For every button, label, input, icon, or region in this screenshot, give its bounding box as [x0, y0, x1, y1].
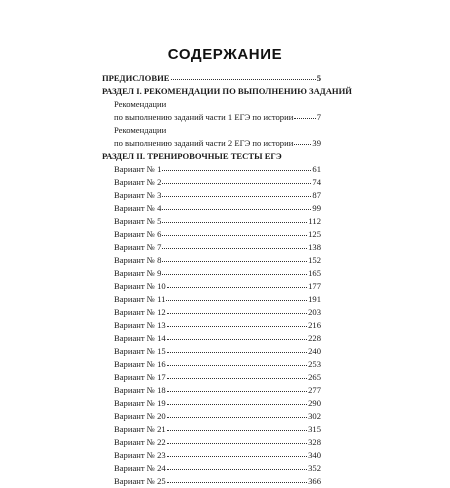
- dot-leader: [162, 201, 311, 210]
- page-title: СОДЕРЖАНИЕ: [167, 46, 283, 63]
- toc-page-number: 366: [308, 476, 321, 486]
- toc-entry-label: Вариант № 8: [114, 255, 162, 265]
- toc-page-number: 253: [308, 359, 321, 369]
- dot-leader: [167, 318, 307, 327]
- toc-entry-part1[interactable]: [102, 111, 321, 124]
- toc-entry-label: по выполнению заданий части 2 ЕГЭ по истории: [114, 138, 294, 148]
- toc-page-number: 315: [308, 424, 321, 434]
- toc-page-number: 302: [308, 411, 321, 421]
- toc-entry-label: Вариант № 7: [114, 242, 162, 252]
- dot-leader: [171, 71, 316, 80]
- dot-leader: [167, 396, 307, 405]
- toc-entry-label: Вариант № 17: [114, 372, 166, 382]
- toc-entry-label: Вариант № 22: [114, 437, 166, 447]
- toc-page-number: 61: [312, 164, 321, 174]
- dot-leader: [167, 383, 307, 392]
- dot-leader: [167, 474, 307, 483]
- toc-page-number: 138: [308, 242, 321, 252]
- toc-page-number: 39: [312, 138, 321, 148]
- toc-entry-preface[interactable]: [102, 72, 321, 85]
- toc-entry-label: Рекомендации: [114, 125, 167, 135]
- toc-page-number: 87: [312, 190, 321, 200]
- dot-leader: [294, 110, 315, 119]
- toc-page-number: 74: [312, 177, 321, 187]
- toc-entry-label: Вариант № 9: [114, 268, 162, 278]
- dot-leader: [167, 305, 307, 314]
- toc-page-number: 191: [308, 294, 321, 304]
- toc-page-number: 340: [308, 450, 321, 460]
- dot-leader: [166, 292, 307, 301]
- toc-entry-label: Вариант № 21: [114, 424, 166, 434]
- toc-page-number: 99: [312, 203, 321, 213]
- dot-leader: [162, 214, 307, 223]
- dot-leader: [167, 370, 307, 379]
- dot-leader: [162, 175, 311, 184]
- dot-leader: [167, 448, 307, 457]
- toc-entry-label: Вариант № 5: [114, 216, 162, 226]
- dot-leader: [162, 253, 307, 262]
- section-heading: РАЗДЕЛ II. ТРЕНИРОВОЧНЫЕ ТЕСТЫ ЕГЭ: [102, 151, 282, 161]
- dot-leader: [162, 266, 307, 275]
- toc-page-number: 328: [308, 437, 321, 447]
- toc-page-number: 277: [308, 385, 321, 395]
- toc-entry-label: Рекомендации: [114, 99, 167, 109]
- dot-leader: [167, 279, 307, 288]
- toc-entry-label: Вариант № 19: [114, 398, 166, 408]
- dot-leader: [162, 188, 311, 197]
- toc-entry-label: Вариант № 16: [114, 359, 166, 369]
- toc-entry-part2[interactable]: [102, 137, 321, 150]
- toc-entry-label: Вариант № 14: [114, 333, 166, 343]
- toc-entry-label: Вариант № 12: [114, 307, 166, 317]
- toc-page-number: 125: [308, 229, 321, 239]
- toc-entry-label: Вариант № 1: [114, 164, 162, 174]
- section-heading: РАЗДЕЛ I. РЕКОМЕНДАЦИИ ПО ВЫПОЛНЕНИЮ ЗАДАНИЙ: [102, 86, 352, 96]
- toc-entry-label: Вариант № 6: [114, 229, 162, 239]
- toc-page-number: 228: [308, 333, 321, 343]
- toc-entry-label: Вариант № 13: [114, 320, 166, 330]
- toc-entry-label: по выполнению заданий части 1 ЕГЭ по истории: [114, 112, 294, 122]
- dot-leader: [167, 344, 307, 353]
- dot-leader: [167, 461, 307, 470]
- dot-leader: [162, 227, 307, 236]
- variant-list: [114, 163, 321, 488]
- toc-entry-label: Вариант № 15: [114, 346, 166, 356]
- toc-page-number: 112: [308, 216, 321, 226]
- toc-page-number: 265: [308, 372, 321, 382]
- toc-page-number: 203: [308, 307, 321, 317]
- dot-leader: [167, 422, 307, 431]
- toc-page-number: 240: [308, 346, 321, 356]
- toc-page-number: 177: [308, 281, 321, 291]
- toc-page-number: 216: [308, 320, 321, 330]
- toc-entry-label: Вариант № 25: [114, 476, 166, 486]
- toc-page-number: 5: [316, 73, 321, 83]
- dot-leader: [167, 409, 307, 418]
- toc-entry-label: Вариант № 4: [114, 203, 162, 213]
- dot-leader: [162, 162, 311, 171]
- dot-leader: [294, 136, 311, 145]
- toc-entry-label: Вариант № 20: [114, 411, 166, 421]
- dot-leader: [167, 435, 307, 444]
- toc-entry-label: Вариант № 10: [114, 281, 166, 291]
- dot-leader: [167, 357, 307, 366]
- toc-page-number: 352: [308, 463, 321, 473]
- table-of-contents: [102, 72, 352, 488]
- toc-entry-label: ПРЕДИСЛОВИЕ: [102, 73, 170, 83]
- toc-entry-variant[interactable]: [114, 475, 321, 488]
- toc-page-number: 7: [316, 112, 321, 122]
- toc-page-number: 290: [308, 398, 321, 408]
- dot-leader: [167, 331, 307, 340]
- toc-entry-label: Вариант № 11: [114, 294, 166, 304]
- toc-entry-label: Вариант № 3: [114, 190, 162, 200]
- toc-entry-label: Вариант № 18: [114, 385, 166, 395]
- dot-leader: [162, 240, 307, 249]
- toc-page-number: 165: [308, 268, 321, 278]
- toc-page-number: 152: [308, 255, 321, 265]
- toc-entry-label: Вариант № 24: [114, 463, 166, 473]
- toc-entry-label: Вариант № 23: [114, 450, 166, 460]
- toc-entry-label: Вариант № 2: [114, 177, 162, 187]
